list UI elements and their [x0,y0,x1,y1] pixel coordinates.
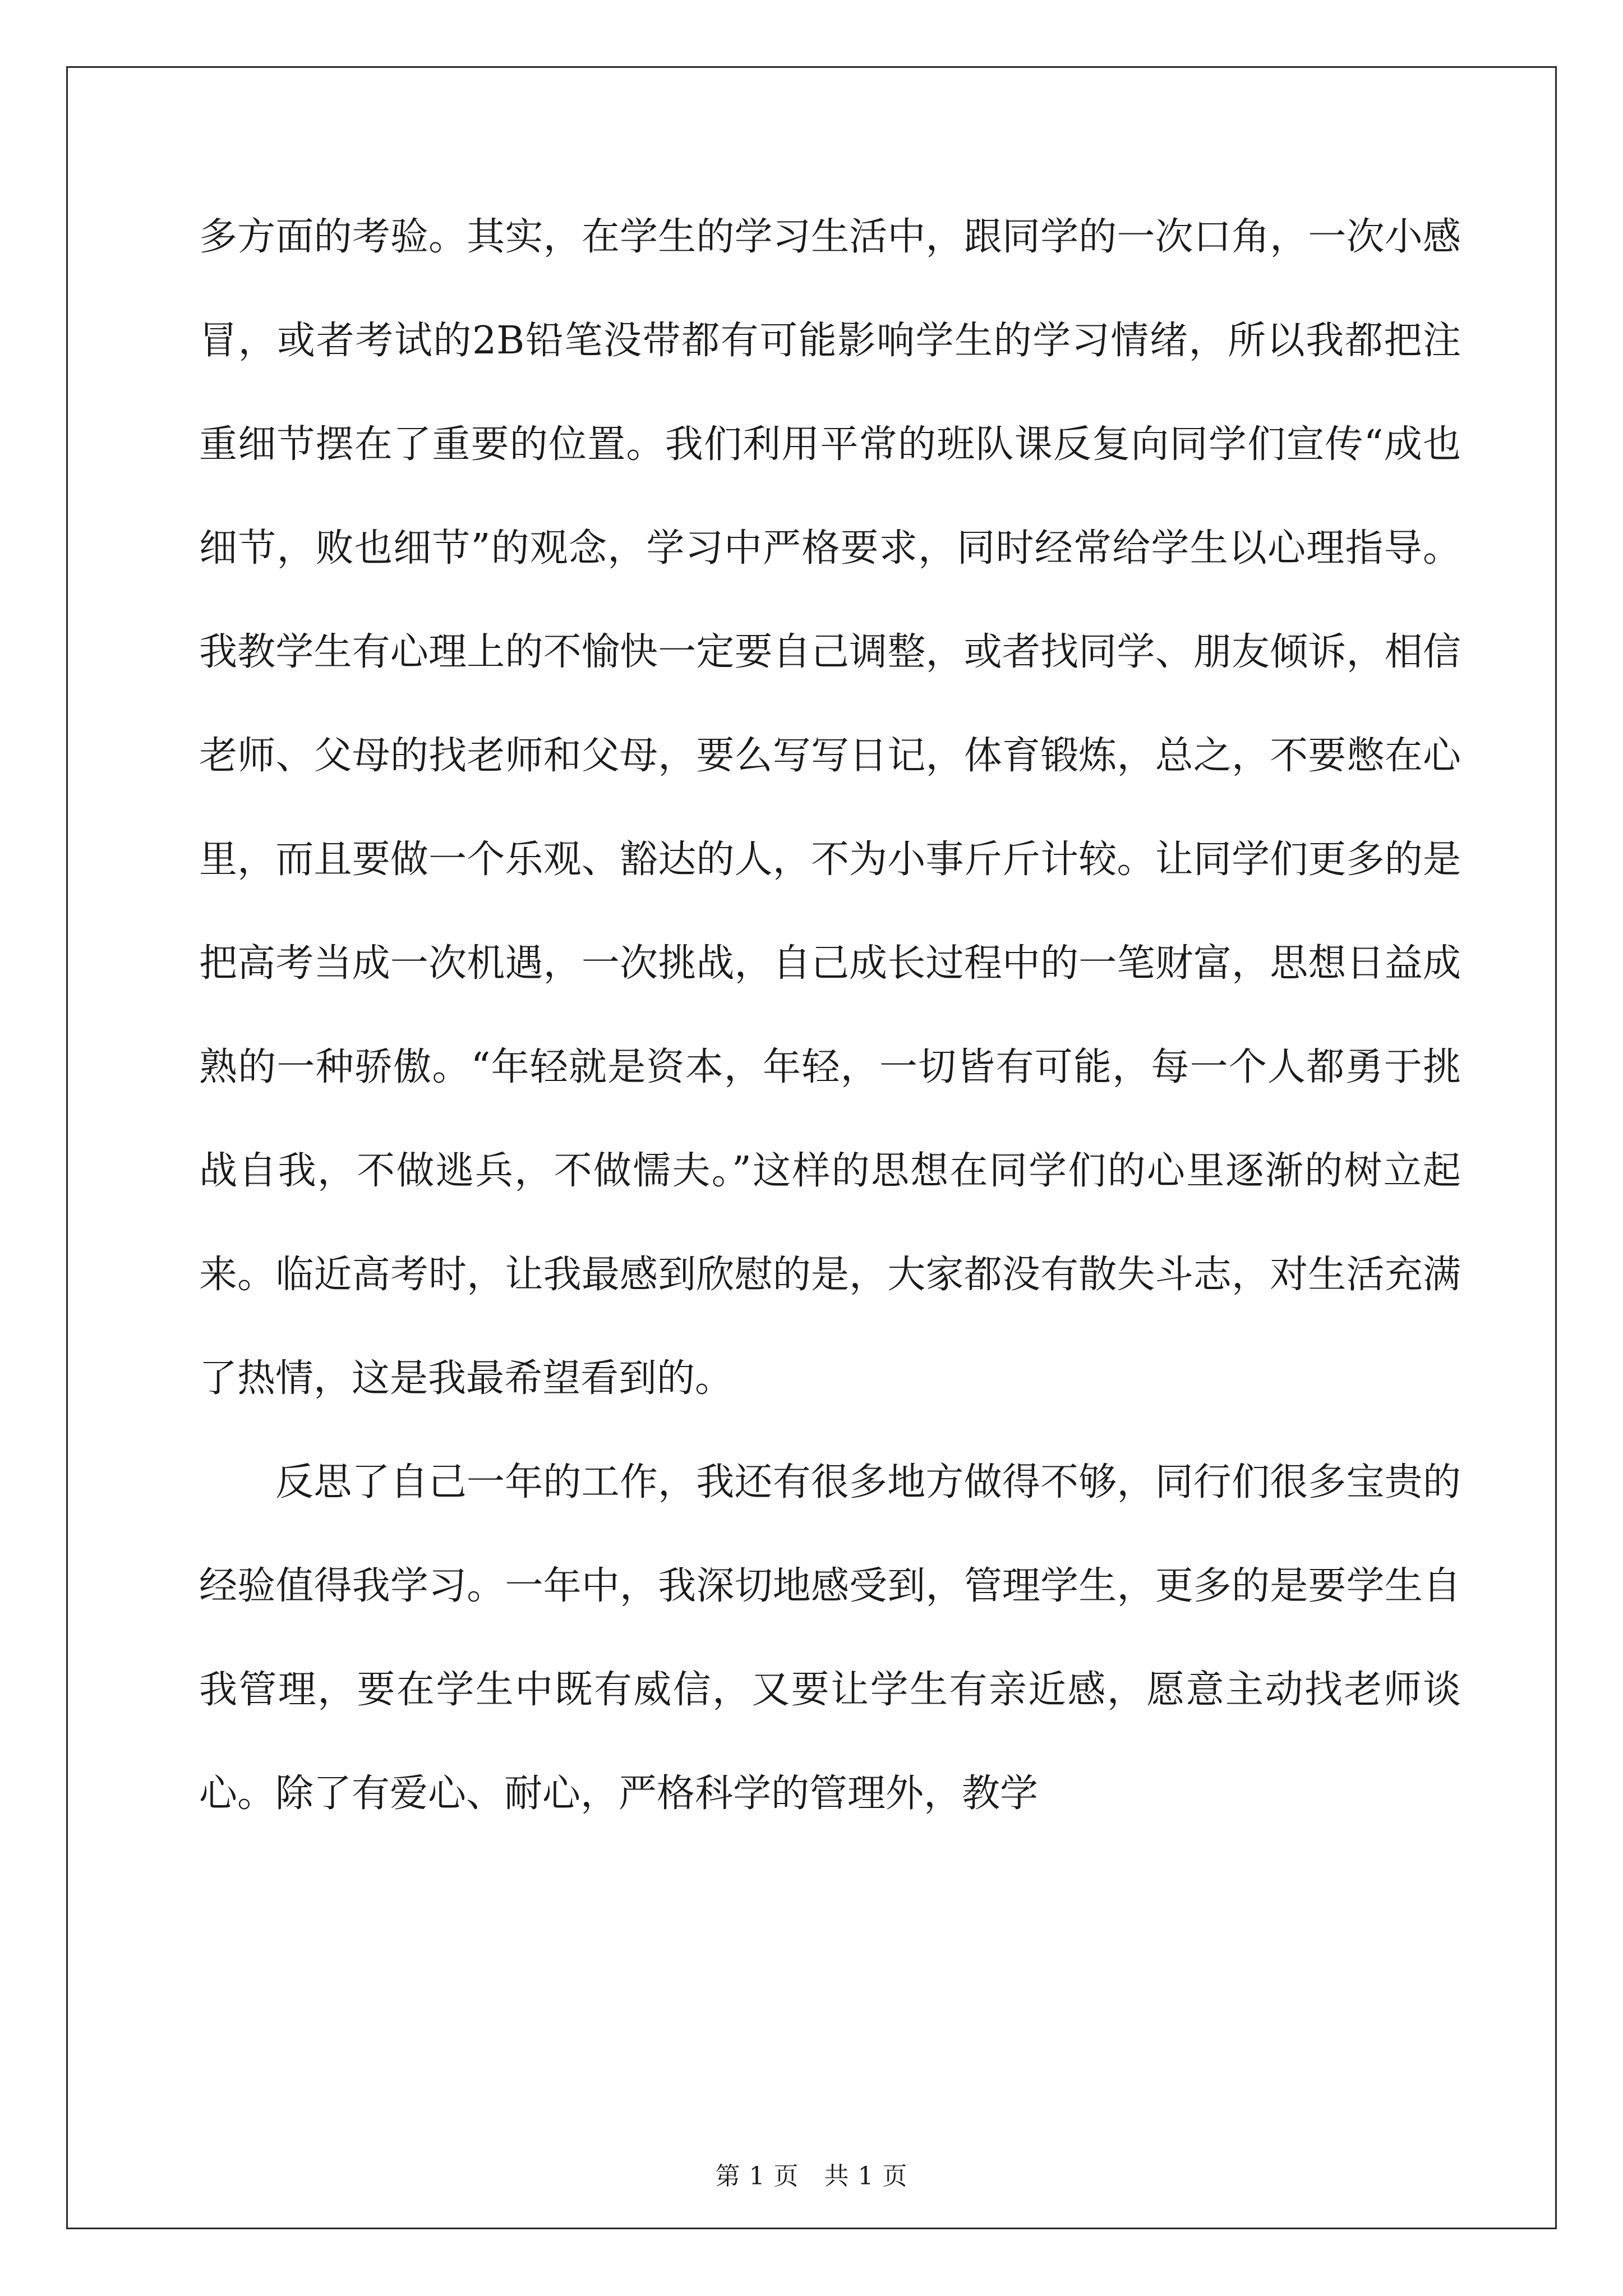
paragraph-reflection: 反思了自己一年的工作，我还有很多地方做得不够，同行们很多宝贵的经验值得我学习。一年中，我深切地感受到，管理学生，更多的是要学生自我管理，要在学生中既有威信，又要让学生有亲近感，愿意主动找老师谈心。除了有爱心、耐心，严格科学的管理外，教学 [199,1460,1461,1816]
page-number: 第 1 页 共 1 页 [715,2162,908,2191]
paragraph-continued: 多方面的考验。其实，在学生的学习生活中，跟同学的一次口角，一次小感冒，或者考试的2B铅笔没带都有可能影响学生的学习情绪，所以我都把注重细节摆在了重要的位置。我们利用平常的班队课反复向同学们宣传“成也细节，败也细节”的观念，学习中严格要求，同时经常给学生以心理指导。我教学生有心理上的不愉快一定要自己调整，或者找同学、朋友倾诉，相信老师、父母的找老师和父母，要么写写日记，体育锻炼，总之，不要憋在心里，而且要做一个乐观、豁达的人，不为小事斤斤计较。让同学们更多的是把高考当成一次机遇，一次挑战，自己成长过程中的一笔财富，思想日益成熟的一种骄傲。“年轻就是资本，年轻，一切皆有可能，每一个人都勇于挑战自我，不做逃兵，不做懦夫。”这样的思想在同学们的心里逐渐的树立起来。临近高考时，让我最感到欣慰的是，大家都没有散失斗志，对生活充满了热情，这是我最希望看到的。 [199,215,1461,1401]
document-body [199,185,1461,1846]
